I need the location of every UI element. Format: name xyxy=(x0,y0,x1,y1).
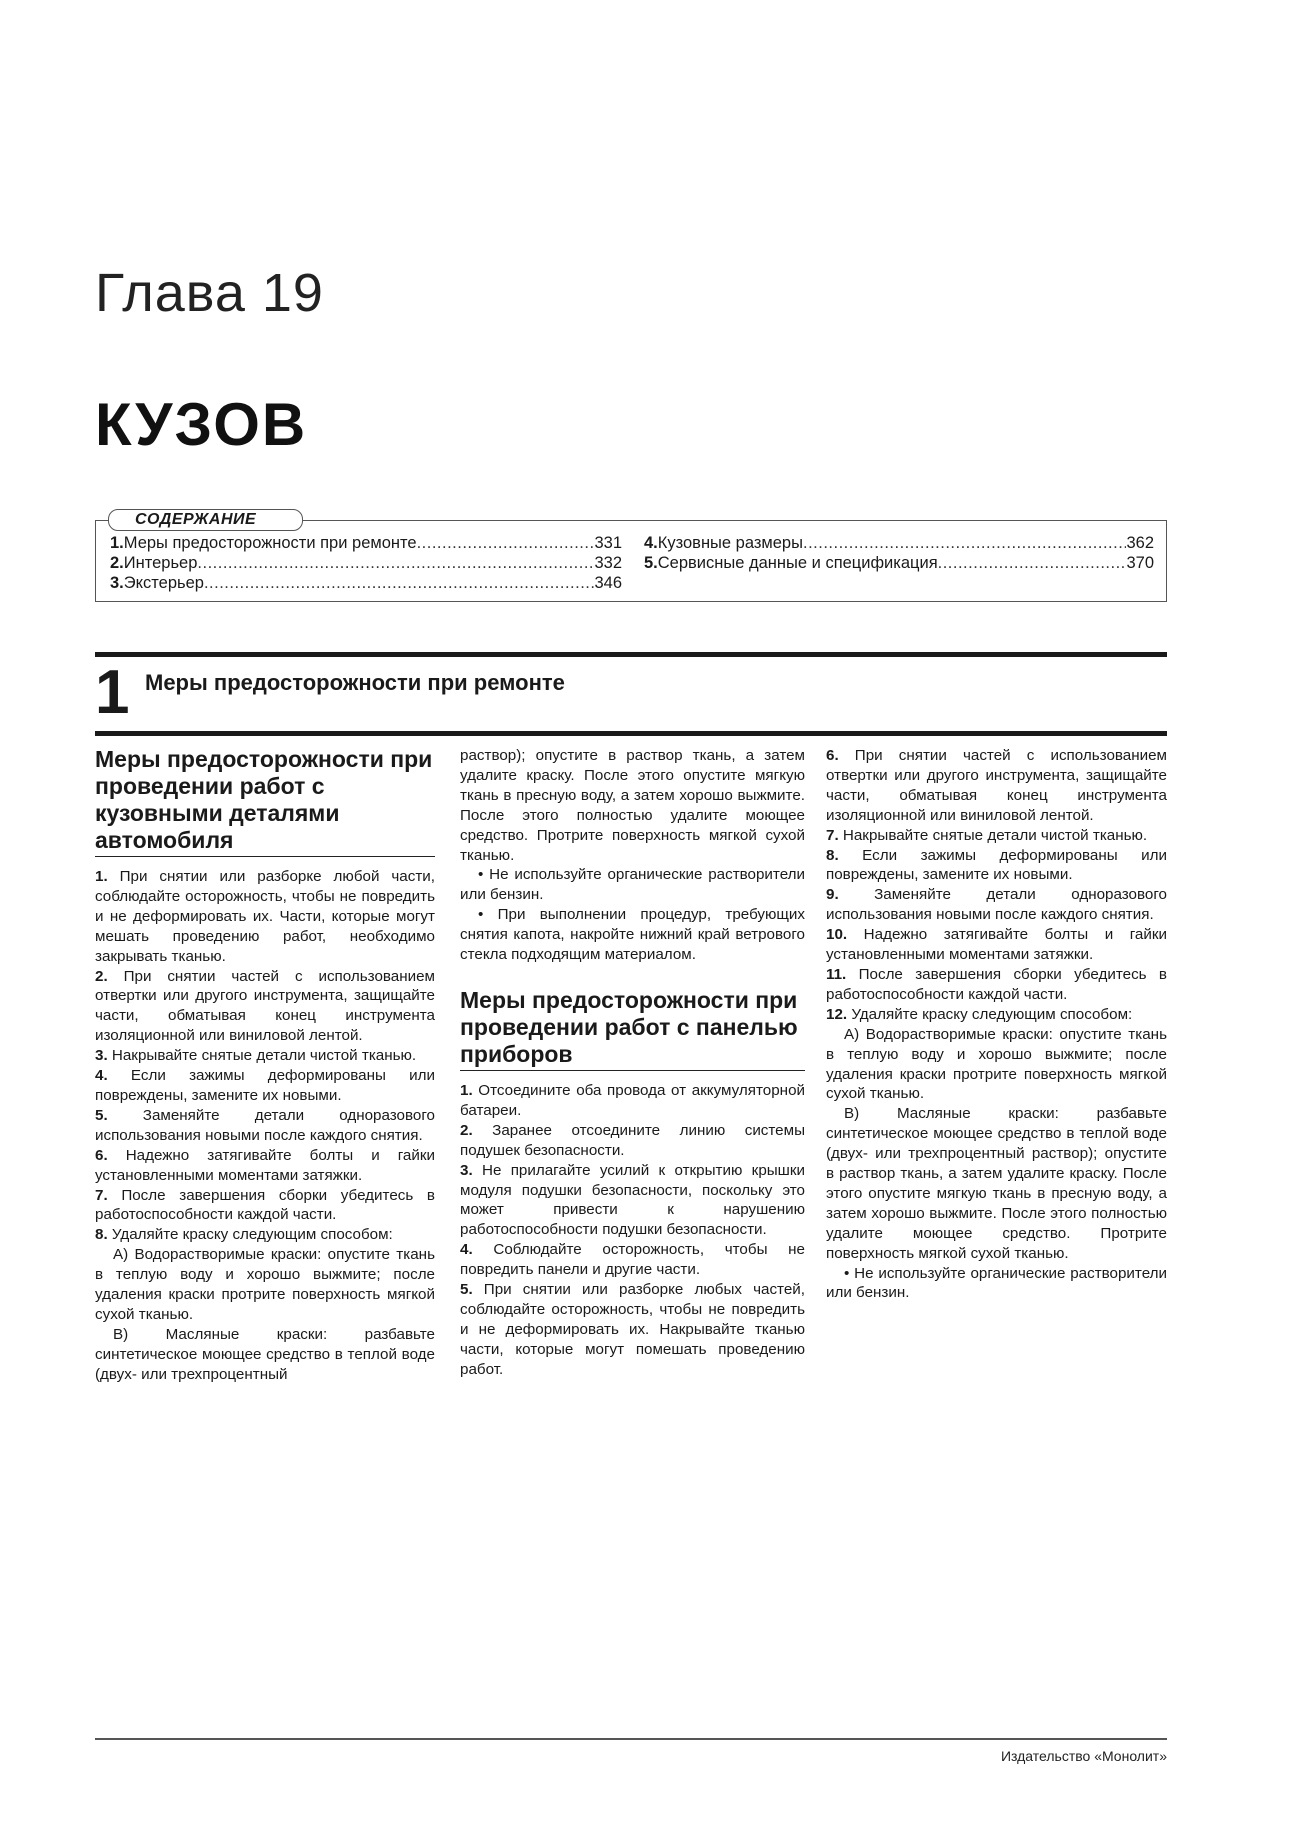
toc-leader-dots xyxy=(197,553,594,573)
toc-item[interactable] xyxy=(110,533,622,553)
toc-heading: СОДЕРЖАНИЕ xyxy=(108,509,303,531)
list-item xyxy=(460,1240,805,1280)
item-number: 5. xyxy=(460,1281,473,1299)
list-item xyxy=(826,965,1167,1005)
toc-item[interactable] xyxy=(644,553,1154,573)
section-number: 1 xyxy=(95,658,130,727)
list-item xyxy=(826,826,1167,846)
chapter-label: Глава 19 xyxy=(95,263,324,323)
list-item xyxy=(95,1046,435,1066)
toc-item-title: Сервисные данные и спецификация xyxy=(657,554,938,572)
item-text: Надежно затягивайте болты и гайки установленными моментами затяжки. xyxy=(95,1146,435,1184)
list-item xyxy=(826,1005,1167,1025)
item-text: Накрывайте снятые детали чистой тканью. xyxy=(838,826,1148,844)
item-number: 8. xyxy=(826,846,839,864)
toc-item-page: 346 xyxy=(594,574,622,592)
list-item xyxy=(95,1186,435,1226)
item-text: Соблюдайте осторожность, чтобы не повредить панели и другие части. xyxy=(460,1241,805,1279)
item-text: Удаляйте краску следующим способом: xyxy=(107,1226,393,1244)
text-column-3 xyxy=(826,746,1167,1303)
subsection-heading: Меры предосторожности при проведении работ с кузовными деталями автомобиля xyxy=(95,746,435,857)
list-item xyxy=(826,925,1167,965)
table-of-contents xyxy=(95,511,1167,602)
toc-item-page: 370 xyxy=(1126,554,1154,572)
list-item xyxy=(460,1161,805,1241)
item-text: Удаляйте краску следующим способом: xyxy=(847,1005,1133,1023)
item-number: 12. xyxy=(826,1005,848,1023)
bullet-item: • Не используйте органические растворители или бензин. xyxy=(460,866,805,904)
toc-item-number: 3. xyxy=(110,574,124,592)
list-item xyxy=(95,1066,435,1106)
toc-item-page: 332 xyxy=(594,554,622,572)
item-number: 11. xyxy=(826,965,847,983)
section-rule-top xyxy=(95,652,1167,657)
list-item xyxy=(460,1081,805,1121)
item-number: 7. xyxy=(95,1186,108,1204)
item-number: 6. xyxy=(826,747,839,764)
item-number: 4. xyxy=(95,1067,108,1085)
item-number: 4. xyxy=(460,1241,473,1259)
toc-column-left xyxy=(110,533,622,593)
toc-item-page: 362 xyxy=(1126,534,1154,552)
list-item xyxy=(95,1225,435,1245)
item-text: Отсоедините оба провода от аккумуляторной батареи. xyxy=(460,1081,805,1119)
paragraph: А) Водорастворимые краски: опустите ткань в теплую воду и хорошо выжмите; после удаления краски протрите поверхность мягкой сухой тканью. xyxy=(95,1246,435,1323)
list-item xyxy=(95,1146,435,1186)
item-text: При снятии частей с использованием отвертки или другого инструмента, защищайте части, обматывая конец инструмента изоляционной или виниловой лентой. xyxy=(826,747,1167,824)
bullet-item: • При выполнении процедур, требующих снятия капота, накройте нижний край ветрового стекла подходящим материалом. xyxy=(460,906,805,964)
item-number: 1. xyxy=(95,868,108,885)
item-number: 2. xyxy=(460,1121,473,1139)
item-text: Если зажимы деформированы или повреждены, замените их новыми. xyxy=(826,846,1167,884)
subsection-heading: Меры предосторожности при проведении работ с панелью приборов xyxy=(460,987,805,1071)
chapter-title: КУЗОВ xyxy=(95,391,308,458)
toc-leader-dots xyxy=(204,573,595,593)
item-number: 9. xyxy=(826,886,839,904)
toc-item-title: Меры предосторожности при ремонте xyxy=(123,534,417,552)
item-number: 3. xyxy=(460,1161,473,1179)
toc-item-number: 1. xyxy=(110,534,124,552)
item-number: 6. xyxy=(95,1146,108,1164)
toc-leader-dots xyxy=(803,533,1126,553)
list-item xyxy=(826,885,1167,925)
paragraph: В) Масляные краски: разбавьте синтетическое моющее средство в теплой воде (двух- или трехпроцентный xyxy=(95,1325,435,1383)
section-rule-bottom xyxy=(95,731,1167,736)
section-title: Меры предосторожности при ремонте xyxy=(145,670,565,695)
item-text: При снятии частей с использованием отвертки или другого инструмента, защищайте части, обматывая конец инструмента изоляционной или виниловой лентой. xyxy=(95,967,435,1045)
bullet-item: • Не используйте органические растворители или бензин. xyxy=(826,1264,1167,1302)
toc-item[interactable] xyxy=(110,573,622,593)
item-number: 8. xyxy=(95,1226,108,1244)
item-text: Накрывайте снятые детали чистой тканью. xyxy=(107,1047,417,1065)
item-text: Заранее отсоедините линию системы подушек безопасности. xyxy=(460,1121,805,1159)
text-column-1 xyxy=(95,746,435,1385)
toc-item-number: 2. xyxy=(110,554,124,572)
toc-item[interactable] xyxy=(644,533,1154,553)
list-item xyxy=(460,1121,805,1161)
item-text: Надежно затягивайте болты и гайки установленными моментами затяжки. xyxy=(826,926,1167,964)
item-number: 10. xyxy=(826,926,848,944)
list-item xyxy=(826,746,1167,826)
list-item xyxy=(95,1106,435,1146)
paragraph: раствор); опустите в раствор ткань, а затем удалите краску. После этого опустите мягкую ткань в пресную воду, а затем хорошо выжмите. После этого полностью удалите моющее средство. Протрите поверхность мягкой сухой тканью. xyxy=(460,747,805,864)
item-number: 3. xyxy=(95,1047,108,1065)
item-number: 2. xyxy=(95,967,108,985)
item-text: При снятии или разборке любой части, соблюдайте осторожность, чтобы не повредить и не деформировать их. Части, которые могут мешать проведению работ, необходимо закрывать тканью. xyxy=(95,868,435,965)
list-item xyxy=(95,967,435,1047)
item-text: После завершения сборки убедитесь в работоспособности каждой части. xyxy=(95,1186,435,1224)
publisher-footer: Издательство «Монолит» xyxy=(1000,1748,1167,1764)
item-text: Заменяйте детали одноразового использования новыми после каждого снятия. xyxy=(826,886,1167,924)
item-text: Заменяйте детали одноразового использования новыми после каждого снятия. xyxy=(95,1106,435,1144)
toc-item-number: 5. xyxy=(644,554,658,572)
toc-item-title: Интерьер xyxy=(123,554,198,572)
paragraph: А) Водорастворимые краски: опустите ткань в теплую воду и хорошо выжмите; после удаления краски протрите поверхность мягкой сухой тканью. xyxy=(826,1025,1167,1103)
toc-item[interactable] xyxy=(110,553,622,573)
toc-item-page: 331 xyxy=(594,534,622,552)
list-item xyxy=(826,846,1167,886)
toc-column-right xyxy=(644,533,1154,573)
item-text: Если зажимы деформированы или повреждены, замените их новыми. xyxy=(95,1067,435,1104)
item-text: После завершения сборки убедитесь в работоспособности каждой части. xyxy=(826,965,1167,1003)
footer-rule xyxy=(95,1738,1167,1740)
toc-leader-dots xyxy=(938,553,1127,573)
text-column-2 xyxy=(460,746,805,1380)
paragraph: В) Масляные краски: разбавьте синтетическое моющее средство в теплой воде (двух- или трехпроцентный раствор); опустите в раствор ткань, а затем удалите краску. После этого опустите мягкую ткань в пресную воду, а затем хорошо выжмите. После этого полностью удалите моющее средство. Протрите поверхность мягкой сухой тканью. xyxy=(826,1105,1167,1262)
item-number: 7. xyxy=(826,826,839,844)
toc-item-title: Экстерьер xyxy=(123,574,204,592)
item-text: При снятии или разборке любых частей, соблюдайте осторожность, чтобы не повредить и не деформировать их. Накрывайте тканью части, которые могут помешать проведению работ. xyxy=(460,1281,805,1378)
toc-item-number: 4. xyxy=(644,534,658,552)
item-number: 1. xyxy=(460,1081,473,1099)
item-number: 5. xyxy=(95,1106,108,1124)
list-item xyxy=(460,1280,805,1380)
toc-item-title: Кузовные размеры xyxy=(657,534,803,552)
toc-leader-dots xyxy=(417,533,595,553)
item-text: Не прилагайте усилий к открытию крышки модуля подушки безопасности, поскольку это может привести к нарушению работоспособности подушки безопасности. xyxy=(460,1161,805,1239)
list-item xyxy=(95,867,435,967)
